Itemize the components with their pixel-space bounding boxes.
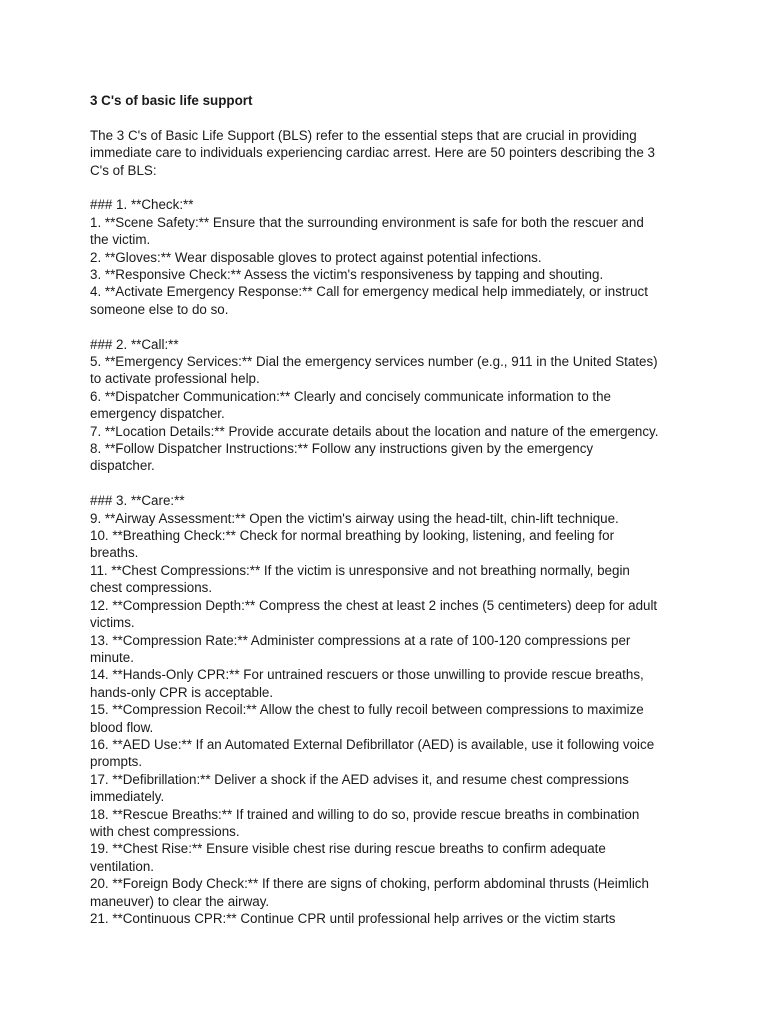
text-line: emergency dispatcher. xyxy=(90,406,225,422)
section-care xyxy=(90,492,690,927)
text-line: blood flow. xyxy=(90,719,154,735)
document-page xyxy=(90,92,690,945)
text-line: chest compressions. xyxy=(90,580,213,596)
text-line: 9. **Airway Assessment:** Open the victim's airway using the head-tilt, chin-lift technique. xyxy=(90,510,619,526)
intro-line: immediate care to individuals experiencing cardiac arrest. Here are 50 pointers describing the 3 xyxy=(90,145,655,161)
text-line: 19. **Chest Rise:** Ensure visible chest rise during rescue breaths to confirm adequate xyxy=(90,841,606,857)
text-line: 3. **Responsive Check:** Assess the victim's responsiveness by tapping and shouting. xyxy=(90,267,604,283)
text-line: 2. **Gloves:** Wear disposable gloves to protect against potential infections. xyxy=(90,249,542,265)
text-line: 14. **Hands-Only CPR:** For untrained rescuers or those unwilling to provide rescue breaths, xyxy=(90,667,644,683)
text-line: breaths. xyxy=(90,545,139,561)
text-line: 13. **Compression Rate:** Administer compressions at a rate of 100-120 compressions per xyxy=(90,632,631,648)
section-heading: ### 1. **Check:** xyxy=(90,197,194,213)
text-line: 6. **Dispatcher Communication:** Clearly and concisely communicate information to the xyxy=(90,388,611,404)
text-line: 5. **Emergency Services:** Dial the emergency services number (e.g., 911 in the United States) xyxy=(90,354,658,370)
section-heading: ### 3. **Care:** xyxy=(90,493,185,509)
text-line: to activate professional help. xyxy=(90,371,260,387)
text-line: with chest compressions. xyxy=(90,823,240,839)
text-line: 21. **Continuous CPR:** Continue CPR until professional help arrives or the victim starts xyxy=(90,911,616,927)
text-line: 12. **Compression Depth:** Compress the chest at least 2 inches (5 centimeters) deep for adult xyxy=(90,597,658,613)
text-line: immediately. xyxy=(90,789,165,805)
section-heading: ### 2. **Call:** xyxy=(90,336,179,352)
text-line: 4. **Activate Emergency Response:** Call for emergency medical help immediately, or instruct xyxy=(90,284,648,300)
text-line: dispatcher. xyxy=(90,458,155,474)
document-title: 3 C's of basic life support xyxy=(90,93,253,108)
text-line: minute. xyxy=(90,649,134,665)
text-line: victims. xyxy=(90,615,135,631)
text-line: 15. **Compression Recoil:** Allow the chest to fully recoil between compressions to maximize xyxy=(90,702,644,718)
text-line: 1. **Scene Safety:** Ensure that the surrounding environment is safe for both the rescuer and xyxy=(90,214,644,230)
text-line: hands-only CPR is acceptable. xyxy=(90,684,274,700)
text-line: 18. **Rescue Breaths:** If trained and willing to do so, provide rescue breaths in combination xyxy=(90,806,640,822)
text-line: prompts. xyxy=(90,754,143,770)
intro-line: The 3 C's of Basic Life Support (BLS) refer to the essential steps that are crucial in providing xyxy=(90,127,637,143)
text-line: 7. **Location Details:** Provide accurate details about the location and nature of the emergency. xyxy=(90,423,659,439)
text-line: 17. **Defibrillation:** Deliver a shock if the AED advises it, and resume chest compressions xyxy=(90,771,629,787)
section-check xyxy=(90,196,690,318)
text-line: 16. **AED Use:** If an Automated External Defibrillator (AED) is available, use it following voice xyxy=(90,736,655,752)
text-line: the victim. xyxy=(90,232,151,248)
intro-paragraph xyxy=(90,127,690,179)
text-line: maneuver) to clear the airway. xyxy=(90,893,270,909)
text-line: 10. **Breathing Check:** Check for normal breathing by looking, listening, and feeling for xyxy=(90,528,615,544)
text-line: ventilation. xyxy=(90,858,155,874)
text-line: someone else to do so. xyxy=(90,301,229,317)
text-line: 20. **Foreign Body Check:** If there are signs of choking, perform abdominal thrusts (Heimlich xyxy=(90,876,649,892)
section-call xyxy=(90,336,690,475)
text-line: 11. **Chest Compressions:** If the victim is unresponsive and not breathing normally, begin xyxy=(90,562,630,578)
intro-line: C's of BLS: xyxy=(90,162,157,178)
text-line: 8. **Follow Dispatcher Instructions:** Follow any instructions given by the emergency xyxy=(90,441,594,457)
